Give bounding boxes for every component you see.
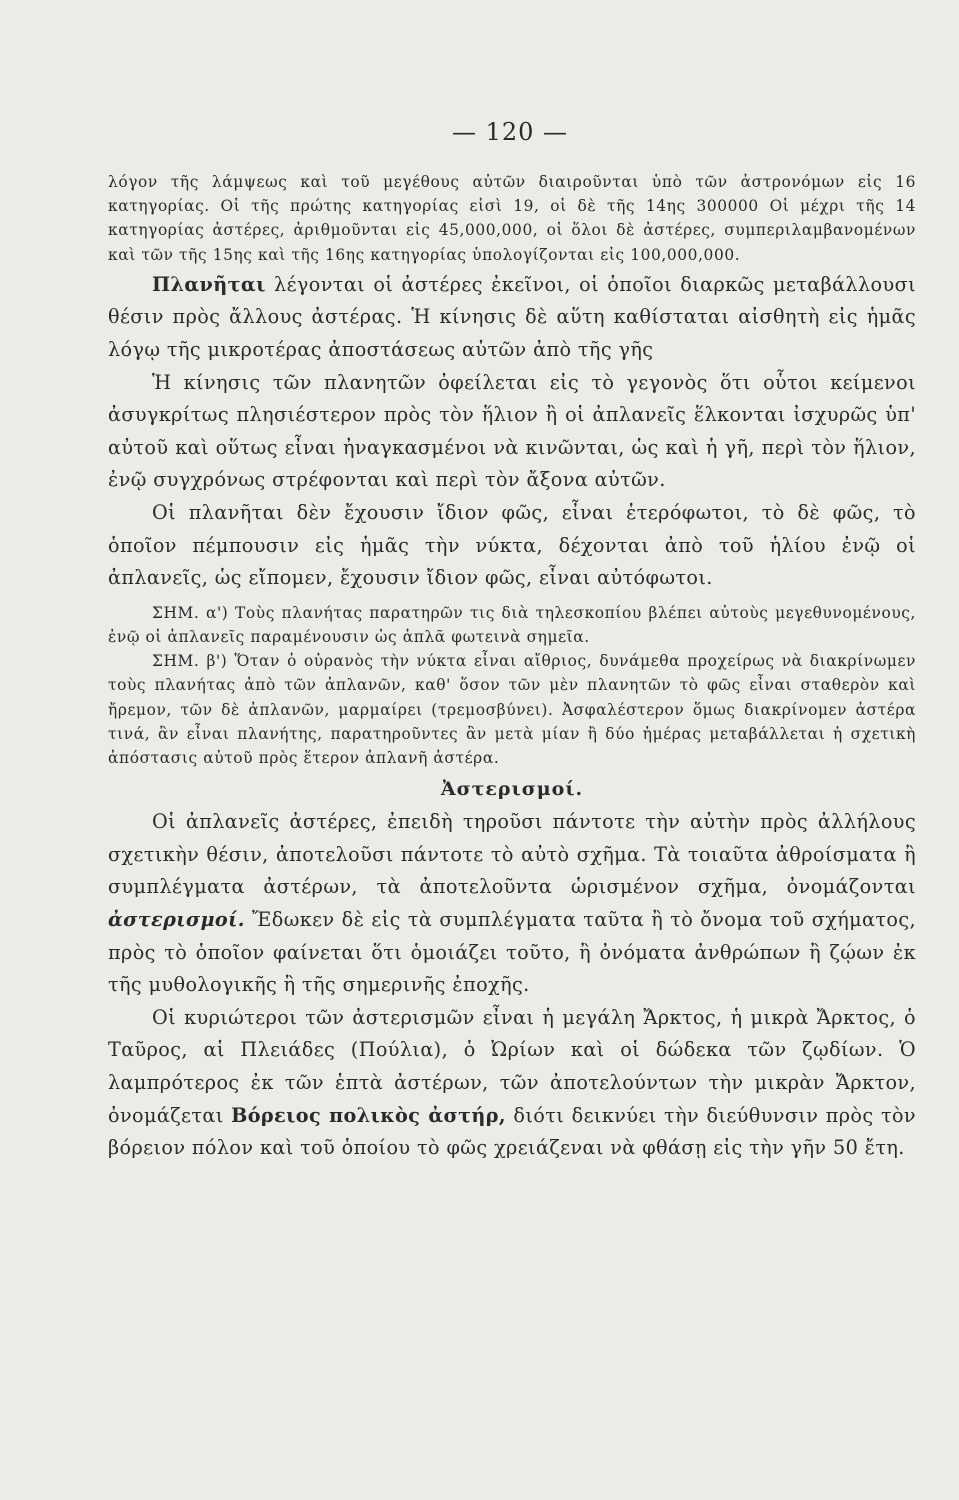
paragraph-planets-definition — [108, 269, 916, 367]
paragraph-constellations-text: Οἱ ἀπλανεῖς ἀστέρες, ἐπειδὴ τηροῦσι πάντοτε τὴν αὐτὴν πρὸς ἀλλήλους σχετικὴν θέσιν, ἀποτελοῦσι πάντοτε τὸ αὐτὸ σχῆμα. Τὰ τοιαῦτα ἀθροίσματα ἢ συμπλέγματα ἀστέρων, τὰ ἀποτελοῦντα ὡρισμένον σχῆμα, ὀνομάζονται — [108, 810, 916, 899]
paragraph-main-constellations-text: Οἱ κυριώτεροι τῶν ἀστερισμῶν εἶναι ἡ μεγάλη Ἄρκτος, ἡ μικρὰ Ἄρκτος, ὁ Ταῦρος, αἱ Πλειάδες (Πούλια), ὁ Ὠρίων καὶ οἱ δώδεκα τῶν ζῳδίων. Ὁ λαμπρότερος ἐκ τῶν ἑπτὰ ἀστέρων, τῶν ἀποτελούντων τὴν μικρὰν Ἄρκτον, ὀνομάζεται — [108, 1005, 916, 1127]
paragraph-main-constellations-text-end: διότι δεικνύει τὴν διεύθυνσιν πρὸς τὸν βόρειον πόλον καὶ τοῦ ὁποίου τὸ φῶς χρειάζεναι νὰ φθάσῃ εἰς τὴν γῆν 50 ἔτη. — [108, 1103, 916, 1160]
page-number: — 120 — — [451, 118, 569, 146]
paragraph-planets-text: λέγονται οἱ ἀστέρες ἐκεῖνοι, οἱ ὁποῖοι διαρκῶς μεταβάλλουσι θέσιν πρὸς ἄλλους ἀστέρας. Ἡ κίνησις δὲ αὕτη καθίσταται αἰσθητὴ εἰς ἡμᾶς λόγῳ τῆς μικροτέρας ἀποστάσεως αὐτῶν ἀπὸ τῆς γῆς — [108, 272, 916, 361]
page-body — [108, 170, 916, 1165]
paragraph-constellations-text-end: Ἔδωκεν δὲ εἰς τὰ συμπλέγματα ταῦτα ἢ τὸ ὄνομα τοῦ σχήματος, πρὸς τὸ ὁποῖον φαίνεται ὅτι ὁμοιάζει τοῦτο, ἢ ὀνόματα ἀνθρώπων ἢ ζῴων ἐκ τῆς μυθολογικῆς ἢ τῆς σημερινῆς ἐποχῆς. — [108, 907, 916, 997]
term-north-star: Βόρειος πολικὸς ἀστήρ, — [231, 1103, 506, 1127]
term-constellations: ἀστερισμοί. — [108, 907, 245, 931]
paragraph-planets-motion: Ἡ κίνησις τῶν πλανητῶν ὀφείλεται εἰς τὸ γεγονὸς ὅτι οὗτοι κείμενοι ἀσυγκρίτως πλησιέστερον πρὸς τὸν ἥλιον ἢ οἱ ἀπλανεῖς ἕλκονται ἰσχυρῶς ὑπ' αὐτοῦ καὶ οὕτως εἶναι ἠναγκασμένοι νὰ κινῶνται, ὡς καὶ ἡ γῆ, περὶ τὸν ἥλιον, ἐνῷ συγχρόνως στρέφονται καὶ περὶ τὸν ἄξονα αὐτῶν. — [108, 370, 916, 492]
paragraph-star-magnitudes: λόγον τῆς λάμψεως καὶ τοῦ μεγέθους αὐτῶν διαιροῦνται ὑπὸ τῶν ἀστρονόμων εἰς 16 κατηγορίας. Οἱ τῆς πρώτης κατηγορίας εἰσὶ 19, οἱ δὲ τῆς 14ης 300000 Οἱ μέχρι τῆς 14 κατηγορίας ἀστέρες, ἀριθμοῦνται εἰς 45,000,000, οἱ ὅλοι δὲ ἀστέρες, συμπεριλαμβανομένων καὶ τῶν τῆς 15ης καὶ τῆς 16ης κατηγορίας ὑπολογίζονται εἰς 100,000,000. — [108, 173, 916, 264]
section-heading-constellations: Ἀστερισμοί. — [440, 778, 584, 801]
paragraph-main-constellations — [108, 1002, 916, 1165]
note-alpha: ΣΗΜ. α') Τοὺς πλανήτας παρατηρῶν τις διὰ τηλεσκοπίου βλέπει αὐτοὺς μεγεθυνομένους, ἐνῷ οἱ ἀπλανεῖς παραμένουσιν ὡς ἁπλᾶ φωτεινὰ σημεῖα. — [108, 603, 916, 646]
note-beta: ΣΗΜ. β') Ὅταν ὁ οὐρανὸς τὴν νύκτα εἶναι αἴθριος, δυνάμεθα προχείρως νὰ διακρίνωμεν τοὺς πλανήτας ἀπὸ τῶν ἀπλανῶν, καθ' ὅσον τῶν μὲν πλανητῶν τὸ φῶς εἶναι σταθερὸν καὶ ἤρεμον, τῶν δὲ ἀπλανῶν, μαρμαίρει (τρεμοσβύνει). Ἀσφαλέστερον ὅμως διακρίνομεν ἀστέρα τινά, ἂν εἶναι πλανήτης, παρατηροῦντες ἂν μετὰ μίαν ἢ δύο ἡμέρας μεταβάλλεται ἡ σχετικὴ ἀπόστασις αὐτοῦ πρὸς ἕτερον ἀπλανῆ ἀστέρα. — [108, 652, 916, 767]
term-planets: Πλανῆται — [152, 272, 266, 296]
paragraph-planets-light: Οἱ πλανῆται δὲν ἔχουσιν ἴδιον φῶς, εἶναι ἑτερόφωτοι, τὸ δὲ φῶς, τὸ ὁποῖον πέμπουσιν εἰς ἡμᾶς τὴν νύκτα, δέχονται ἀπὸ τοῦ ἡλίου ἐνῷ οἱ ἀπλανεῖς, ὡς εἴπομεν, ἔχουσιν ἴδιον φῶς, εἶναι αὐτόφωτοι. — [108, 500, 916, 590]
paragraph-constellations — [108, 806, 916, 1002]
